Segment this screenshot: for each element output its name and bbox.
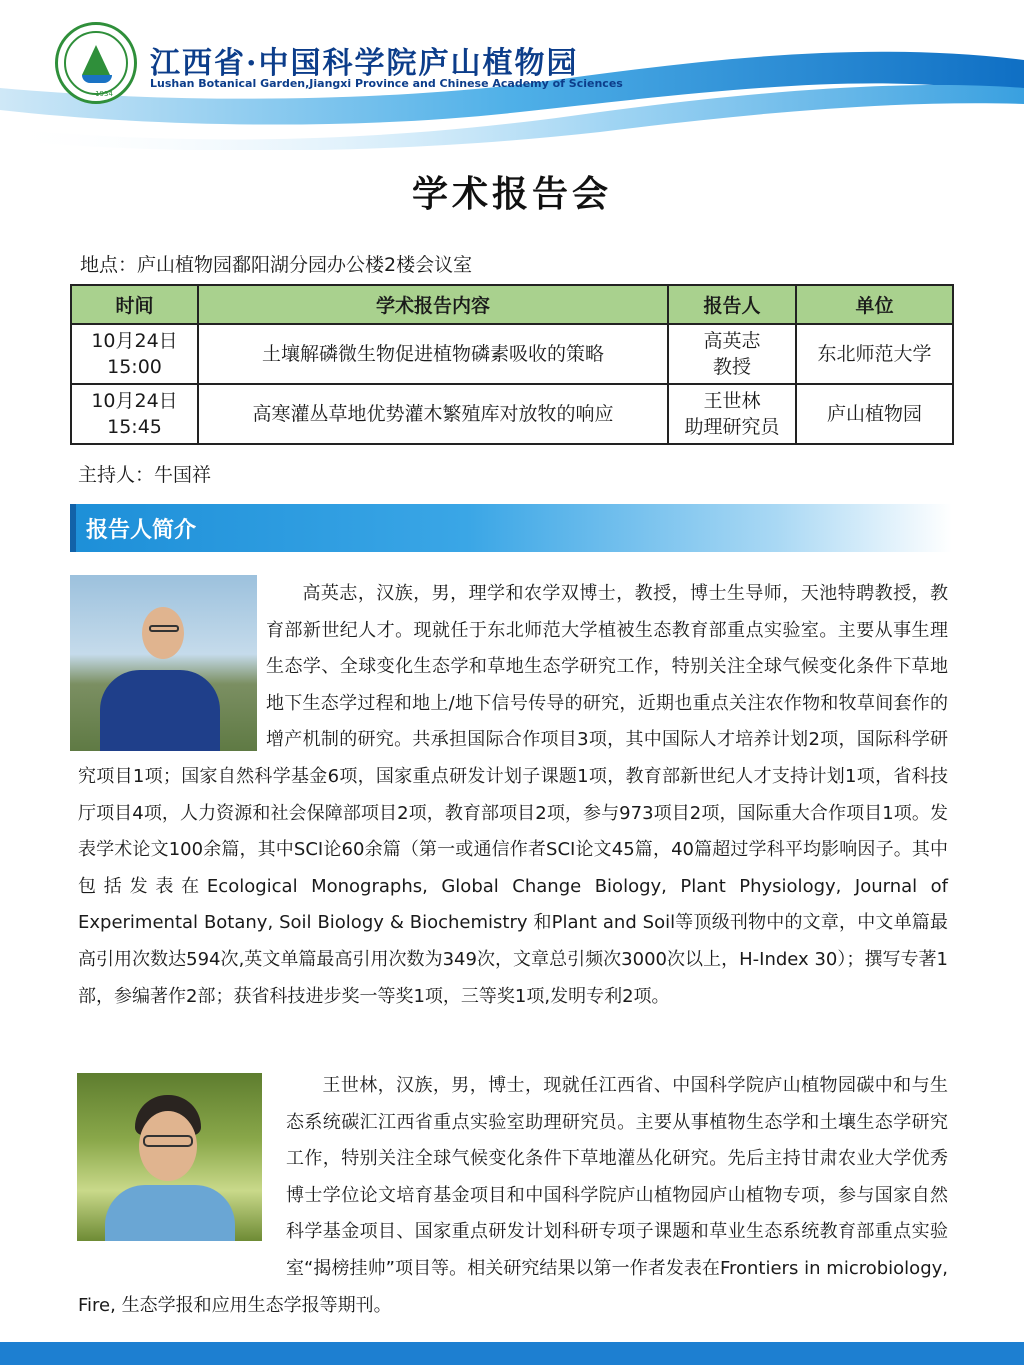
org-name-cn: 江西省·中国科学院庐山植物园: [150, 46, 579, 81]
cell-unit: 东北师范大学: [796, 324, 953, 384]
host-text: 主持人：牛国祥: [78, 464, 212, 486]
org-name-en: Lushan Botanical Garden,Jiangxi Province and Chinese Academy of Sciences: [150, 77, 623, 90]
tree-icon: [82, 45, 110, 75]
cell-speaker: [668, 384, 796, 444]
logo-year: 1934: [95, 90, 113, 98]
photo-figure: [100, 670, 220, 751]
cell-datetime: [71, 324, 198, 384]
section-header: [70, 504, 952, 552]
photo-figure: [105, 1185, 235, 1241]
table-row: [71, 384, 953, 444]
speaker-name: 高英志: [703, 330, 761, 352]
boat-icon: [82, 75, 112, 83]
section-marker: [70, 504, 76, 552]
bio-text: 王世林，汉族，男，博士，现就任江西省、中国科学院庐山植物园碳中和与生态系统碳汇江西省重点实验室助理研究员。主要从事植物生态学和土壤生态学研究工作，特别关注全球气候变化条件下草地灌丛化研究。先后主持甘肃农业大学优秀博士学位论文培育基金项目和中国科学院庐山植物园庐山植物专项，参与国家自然科学基金项目、国家重点研发计划科研专项子课题和草业生态系统教育部重点实验室“揭榜挂帅”项目等。相关研究结果以第一作者发表在Frontiers in microbiology, Fire, 生态学报和应用生态学报等期刊。: [78, 1075, 948, 1316]
cell-unit: 庐山植物园: [796, 384, 953, 444]
header-time: 时间: [71, 285, 198, 324]
header-unit: 单位: [796, 285, 953, 324]
footer-bar: [0, 1342, 1024, 1365]
cell-time: 15:45: [107, 416, 162, 438]
table-row: [71, 324, 953, 384]
speaker-photo-wang: [77, 1073, 262, 1241]
header-banner: [0, 0, 1024, 150]
cell-date: 10月24日: [91, 330, 178, 352]
cell-datetime: [71, 384, 198, 444]
header-speaker: 报告人: [668, 285, 796, 324]
cell-time: 15:00: [107, 356, 162, 378]
page-title: 学术报告会: [411, 173, 612, 215]
cell-topic: 土壤解磷微生物促进植物磷素吸收的策略: [198, 324, 668, 384]
cell-speaker: [668, 324, 796, 384]
speaker-title: 助理研究员: [684, 416, 780, 438]
header-topic: 学术报告内容: [198, 285, 668, 324]
cell-date: 10月24日: [91, 390, 178, 412]
speaker-photo-gao: [70, 575, 257, 751]
speaker-name: 王世林: [703, 390, 761, 412]
glasses-icon: [149, 625, 179, 632]
location-text: 地点：庐山植物园鄱阳湖分园办公楼2楼会议室: [80, 254, 473, 276]
table-header-row: [71, 285, 953, 324]
photo-face: [142, 607, 184, 659]
schedule-table: [70, 284, 954, 445]
garden-logo: [55, 22, 137, 104]
speaker-title: 教授: [712, 356, 751, 378]
section-title: 报告人简介: [86, 518, 197, 543]
bio-text: 高英志，汉族，男，理学和农学双博士，教授，博士生导师，天池特聘教授，教育部新世纪人才。现就任于东北师范大学植被生态教育部重点实验室。主要从事生理生态学、全球变化生态学和草地生态学研究工作，特别关注全球气候变化条件下草地地下生态学过程和地上/地下信号传导的研究，近期也重点关注农作物和牧草间套作的增产机制的研究。共承担国际合作项目3项，其中国际人才培养计划2项，国际科学研究项目1项；国家自然科学基金6项，国家重点研发计划子课题1项，教育部新世纪人才支持计划1项，省科技厅项目4项，人力资源和社会保障部项目2项，教育部项目2项，参与973项目2项，国际重大合作项目1项。发表学术论文100余篇，其中SCI论60余篇（第一或通信作者SCI论文45篇，40篇超过学科平均影响因子。其中包括发表在Ecological Monographs, Global Change Biology, Plant Physiology, Journal of Experimental Botany, Soil Biology & Biochemistry 和Plant and Soil等顶级刊物中的文章，中文单篇最高引用次数达594次,英文单篇最高引用次数为349次，文章总引频次3000次以上，H-Index 30）；撰写专著1部，参编著作2部；获省科技进步奖一等奖1项，三等奖1项,发明专利2项。: [78, 583, 948, 1007]
logo-ring: [64, 31, 128, 98]
cell-topic: 高寒灌丛草地优势灌木繁殖库对放牧的响应: [198, 384, 668, 444]
glasses-icon: [143, 1135, 193, 1147]
